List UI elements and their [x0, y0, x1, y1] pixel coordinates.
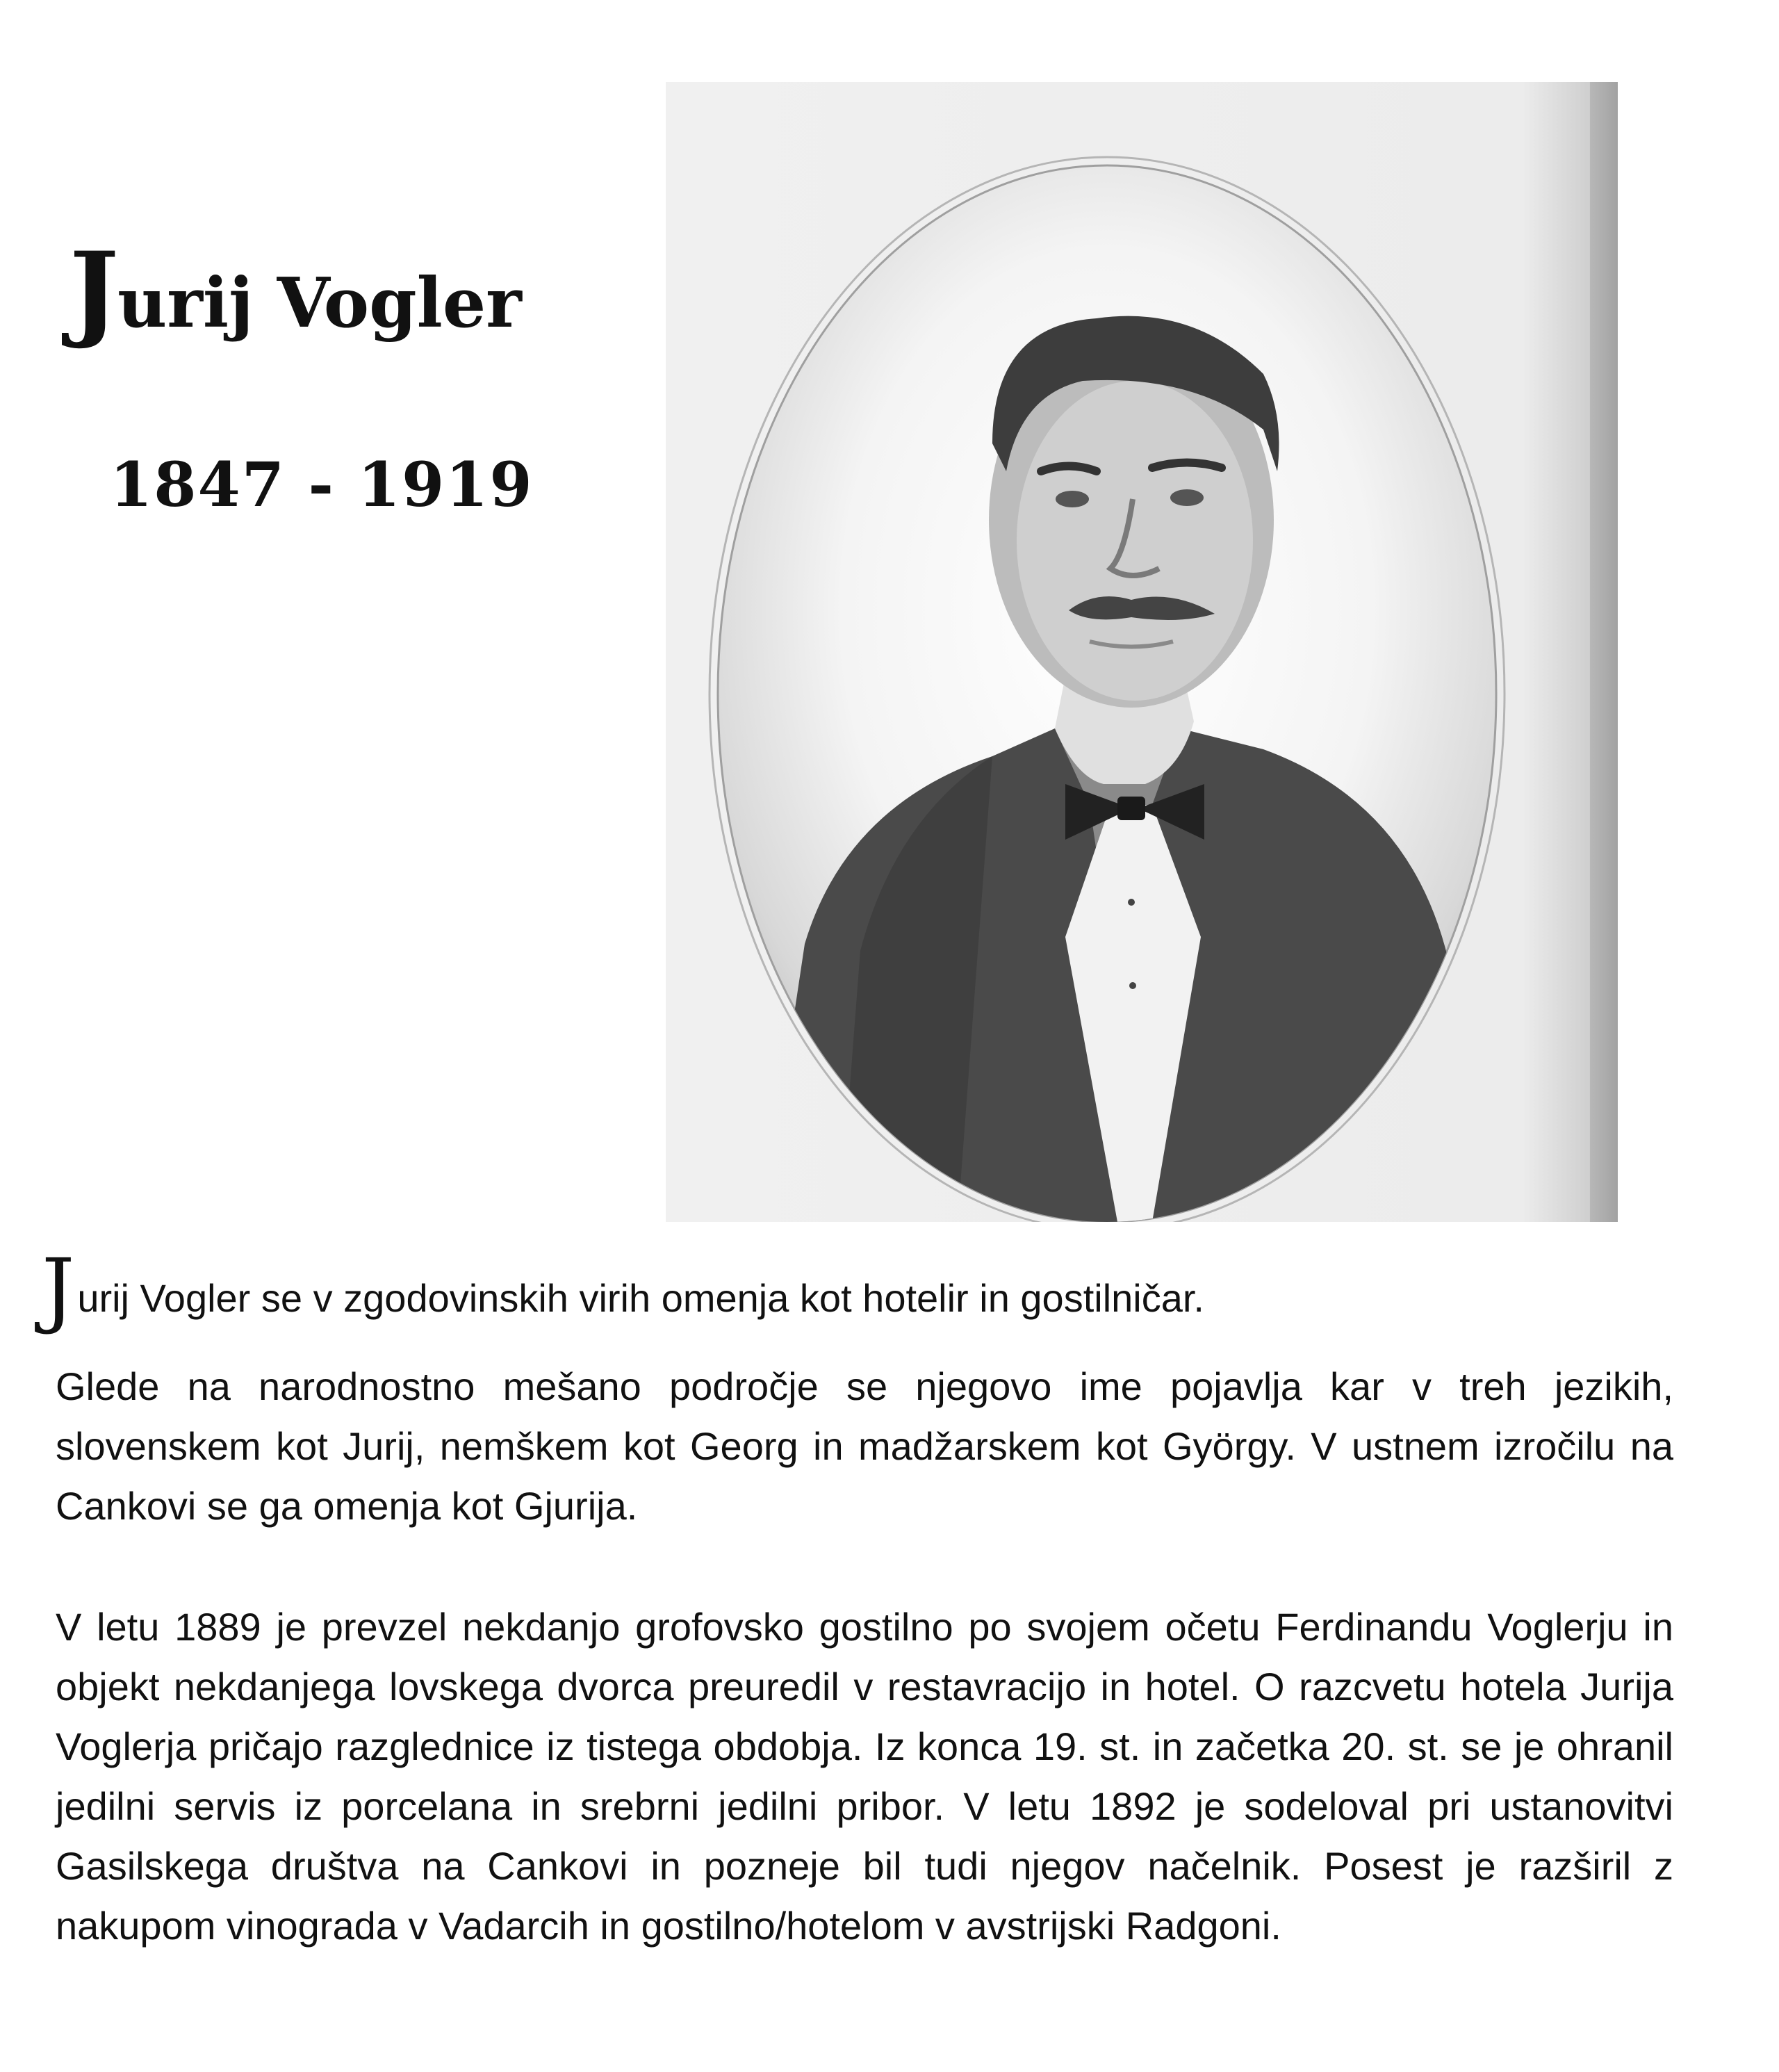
drop-cap: J — [42, 1241, 75, 1337]
life-dates: 1847 - 1919 — [110, 448, 534, 521]
lead-sentence — [42, 1241, 1204, 1337]
title-rest: urij Vogler — [117, 263, 522, 343]
page-title — [69, 229, 522, 352]
portrait-photo — [666, 82, 1618, 1222]
paragraph-names: Glede na narodnostno mešano področje se njegovo ime pojavlja kar v treh jezikih, slovenskem kot Jurij, nemškem kot Georg in madžarskem kot György. V ustnem izročilu na Cankovi se ga omenja kot Gjurija. — [56, 1364, 1673, 1528]
lead-text: urij Vogler se v zgodovinskih virih omenja kot hotelir in gostilničar. — [77, 1276, 1204, 1320]
paragraph-history: V letu 1889 je prevzel nekdanjo grofovsko gostilno po svojem očetu Ferdinandu Voglerju in objekt nekdanjega lovskega dvorca preuredil v restavracijo in hotel. O razcvetu hotela Jurija Voglerja pričajo razglednice iz tistega obdobja. Iz konca 19. st. in začetka 20. st. se je ohranil jedilni servis iz porcelana in srebrni jedilni pribor. V letu 1892 je sodeloval pri ustanovitvi Gasilskega društva na Cankovi in pozneje bil tudi njegov načelnik. Posest je razširil z nakupom vinograda v Vadarcih in gostilno/hotelom v avstrijski Radgoni. — [56, 1605, 1673, 1948]
title-initial: J — [69, 229, 117, 352]
